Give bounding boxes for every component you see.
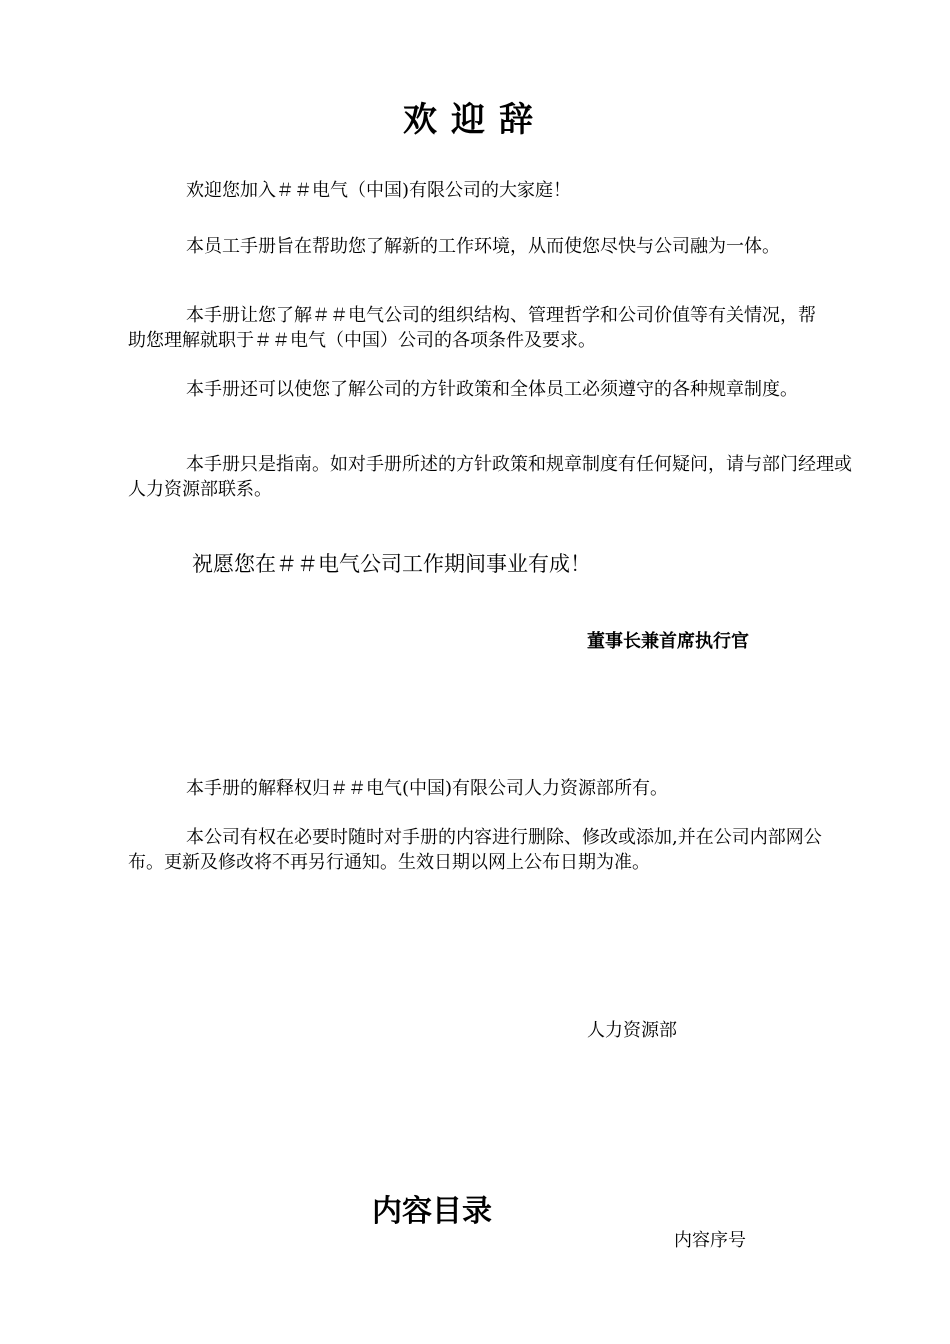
paragraph-text: 本手册还可以使您了解公司的方针政策和全体员工必须遵守的各种规章制度。 bbox=[186, 379, 798, 400]
paragraph-text: 欢迎您加入＃＃电气（中国)有限公司的大家庭！ bbox=[186, 180, 572, 201]
organization-paragraph bbox=[128, 303, 818, 353]
hr-signature: 人力资源部 bbox=[587, 1020, 677, 1041]
toc-column-header: 内容序号 bbox=[674, 1230, 746, 1251]
paragraph-text: 本手册只是指南。如对手册所述的方针政策和规章制度有任何疑问，请与部门经理或人力资源部联系。 bbox=[128, 454, 852, 500]
wish-line: 祝愿您在＃＃电气公司工作期间事业有成！ bbox=[192, 552, 591, 576]
interpretation-note bbox=[128, 776, 828, 801]
paragraph-text: 本公司有权在必要时随时对手册的内容进行删除、修改或添加,并在公司内部网公布。更新及修改将不再另行通知。生效日期以网上公布日期为准。 bbox=[128, 827, 822, 873]
paragraph-text: 本手册让您了解＃＃电气公司的组织结构、管理哲学和公司价值等有关情况，帮助您理解就职于＃＃电气（中国）公司的各项条件及要求。 bbox=[128, 305, 816, 351]
policy-paragraph bbox=[128, 377, 818, 402]
guide-paragraph bbox=[128, 452, 856, 502]
page-title: 欢迎辞 bbox=[403, 100, 547, 140]
toc-title: 内容目录 bbox=[372, 1194, 492, 1229]
paragraph-text: 本手册的解释权归＃＃电气(中国)有限公司人力资源部所有。 bbox=[186, 778, 669, 799]
paragraph-text: 本员工手册旨在帮助您了解新的工作环境，从而使您尽快与公司融为一体。 bbox=[186, 236, 780, 257]
welcome-paragraph bbox=[128, 178, 858, 203]
purpose-paragraph bbox=[128, 234, 818, 259]
amendment-note bbox=[128, 825, 828, 875]
ceo-signature: 董事长兼首席执行官 bbox=[587, 631, 749, 652]
